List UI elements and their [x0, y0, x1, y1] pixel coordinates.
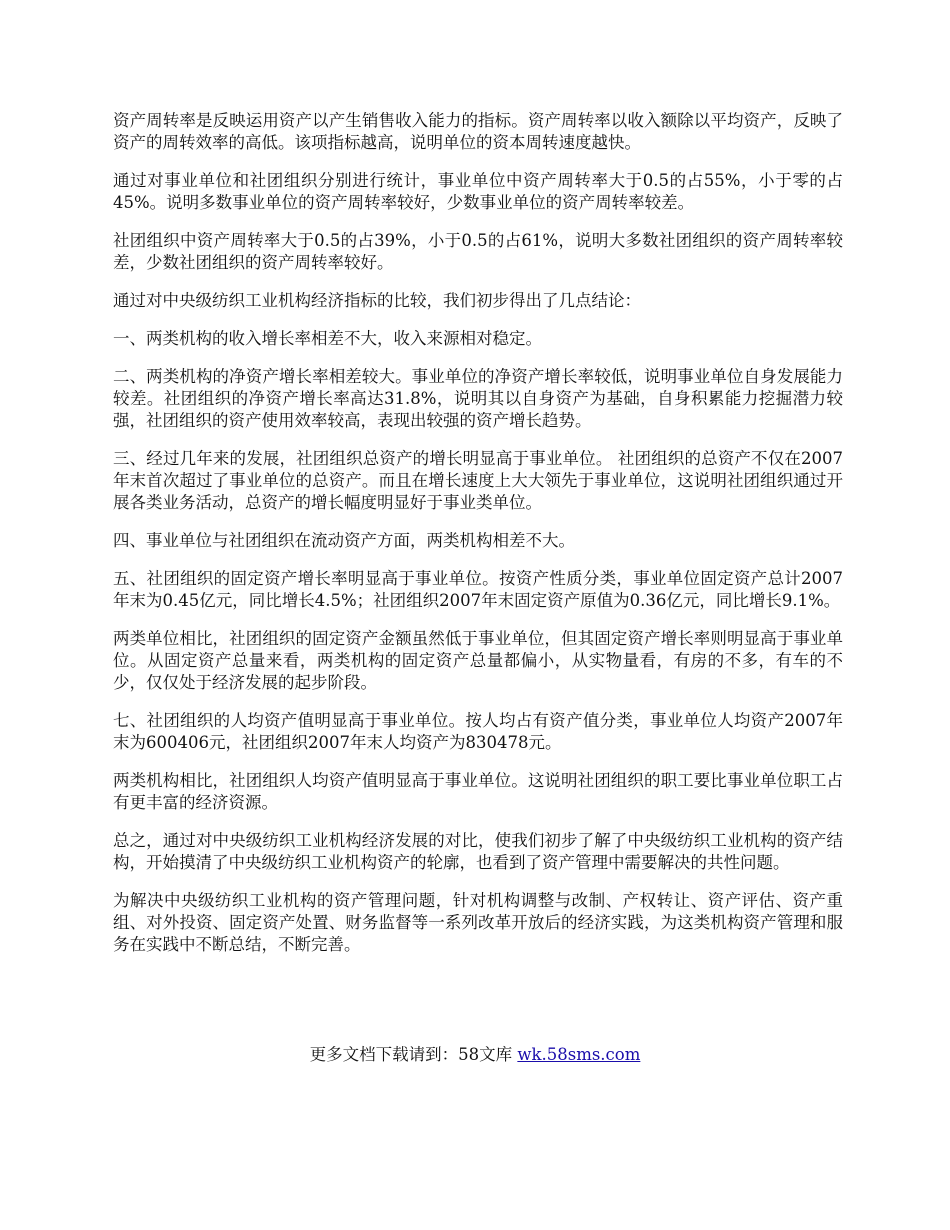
paragraph-recommendation: 为解决中央级纺织工业机构的资产管理问题，针对机构调整与改制、产权转让、资产评估、资产重组、对外投资、固定资产处置、财务监督等一系列改革开放后的经济实践，为这类机构资产管理和服务在实践中不断总结，不断完善。 [113, 891, 843, 954]
paragraph-conclusion-1: 一、两类机构的收入增长率相差不大，收入来源相对稳定。 [113, 329, 542, 348]
paragraph-conclusions-intro: 通过对中央级纺织工业机构经济指标的比较，我们初步得出了几点结论： [113, 291, 641, 310]
paragraph-fixed-asset-comparison: 两类单位相比，社团组织的固定资产金额虽然低于事业单位，但其固定资产增长率则明显高于事业单位。从固定资产总量来看，两类机构的固定资产总量都偏小，从实物量看，有房的不多，有车的不少，仅仅处于经济发展的起步阶段。 [113, 629, 843, 692]
page-footer [0, 1044, 950, 1066]
document-body [113, 110, 843, 972]
footer-link[interactable]: wk.58sms.com [517, 1045, 641, 1064]
paragraph-asset-turnover-definition: 资产周转率是反映运用资产以产生销售收入能力的指标。资产周转率以收入额除以平均资产，反映了资产的周转效率的高低。该项指标越高，说明单位的资本周转速度越快。 [113, 111, 843, 152]
paragraph-social-organization-stats: 社团组织中资产周转率大于0.5的占39%，小于0.5的占61%，说明大多数社团组织的资产周转率较差，少数社团组织的资产周转率较好。 [113, 231, 843, 272]
paragraph-conclusion-2: 二、两类机构的净资产增长率相差较大。事业单位的净资产增长率较低，说明事业单位自身发展能力较差。社团组织的净资产增长率高达31.8%，说明其以自身资产为基础，自身积累能力挖掘潜力较强，社团组织的资产使用效率较高，表现出较强的资产增长趋势。 [113, 367, 843, 430]
paragraph-conclusion-4: 四、事业单位与社团组织在流动资产方面，两类机构相差不大。 [113, 531, 575, 550]
footer-prefix: 更多文档下载请到：58文库 [309, 1045, 513, 1064]
paragraph-public-institution-stats: 通过对事业单位和社团组织分别进行统计，事业单位中资产周转率大于0.5的占55%，小于零的占45%。说明多数事业单位的资产周转率较好，少数事业单位的资产周转率较差。 [113, 171, 843, 212]
paragraph-summary: 总之，通过对中央级纺织工业机构经济发展的对比，使我们初步了解了中央级纺织工业机构的资产结构，开始摸清了中央级纺织工业机构资产的轮廓，也看到了资产管理中需要解决的共性问题。 [113, 831, 843, 872]
paragraph-conclusion-7: 七、社团组织的人均资产值明显高于事业单位。按人均占有资产值分类，事业单位人均资产2007年末为600406元，社团组织2007年末人均资产为830478元。 [113, 711, 843, 752]
paragraph-conclusion-3: 三、经过几年来的发展，社团组织总资产的增长明显高于事业单位。 社团组织的总资产不仅在2007年末首次超过了事业单位的总资产。而且在增长速度上大大领先于事业单位，这说明社团组织通过开展各类业务活动，总资产的增长幅度明显好于事业类单位。 [113, 449, 843, 512]
paragraph-per-capita-comparison: 两类机构相比，社团组织人均资产值明显高于事业单位。这说明社团组织的职工要比事业单位职工占有更丰富的经济资源。 [113, 771, 843, 812]
paragraph-conclusion-5: 五、社团组织的固定资产增长率明显高于事业单位。按资产性质分类，事业单位固定资产总计2007年末为0.45亿元，同比增长4.5%；社团组织2007年末固定资产原值为0.36亿元，同比增长9.1%。 [113, 569, 843, 610]
